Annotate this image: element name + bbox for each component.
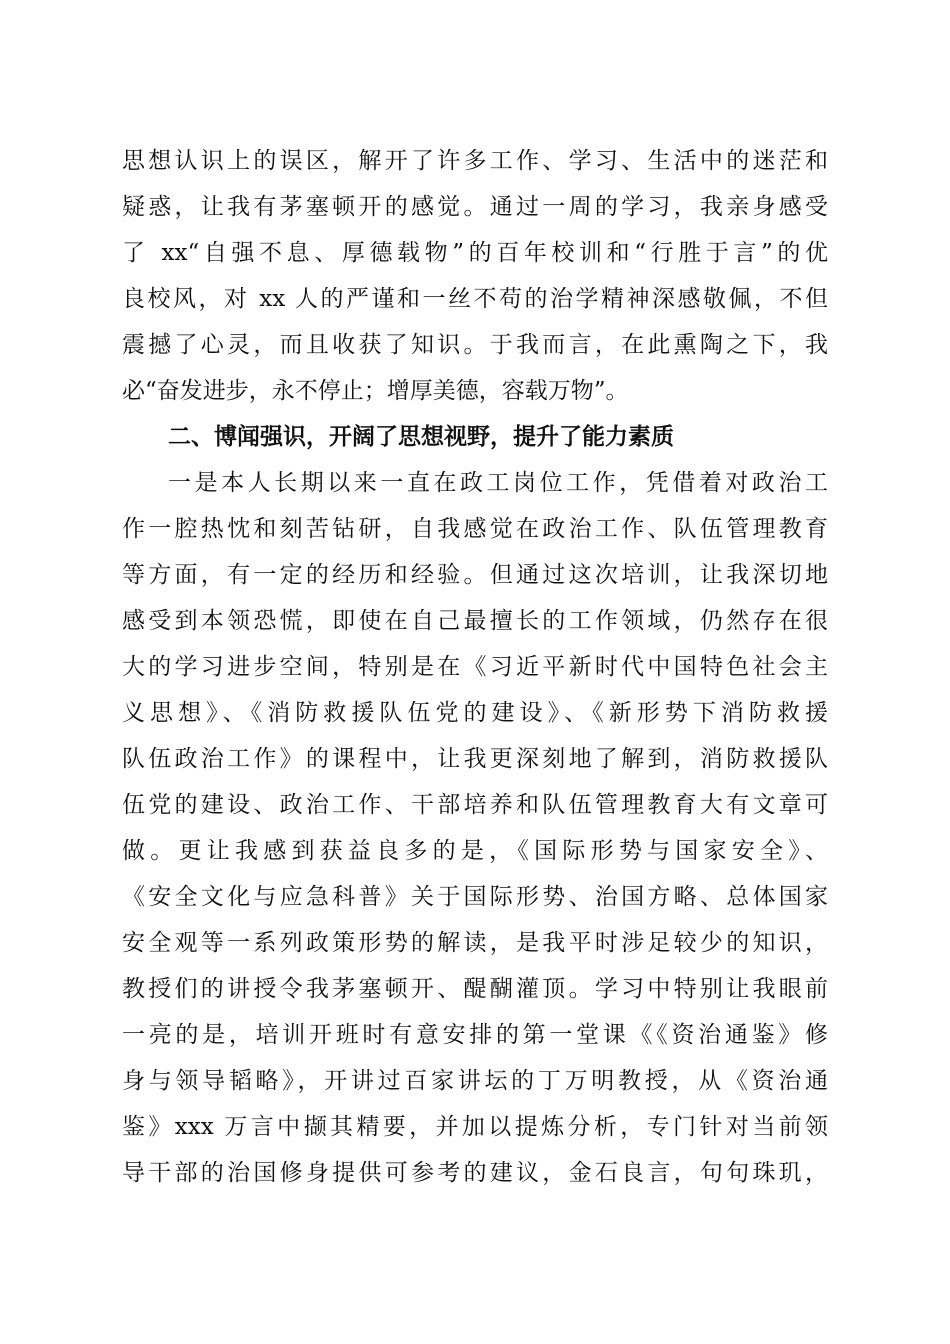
text-line: 了 xx“自强不息、厚德载物”的百年校训和“行胜于言”的优 (122, 240, 828, 266)
text-line: 作一腔热忱和刻苦钻研，自我感觉在政治工作、队伍管理教育 (122, 516, 828, 542)
text-line: 思想认识上的误区，解开了许多工作、学习、生活中的迷茫和 (122, 148, 828, 174)
text-line: 鉴》xxx 万言中撷其精要，并加以提炼分析，专门针对当前领 (122, 1114, 828, 1140)
text-line: 感受到本领恐慌，即使在自己最擅长的工作领域，仍然存在很 (122, 608, 828, 634)
text-line: 队伍政治工作》的课程中，让我更深刻地了解到，消防救援队 (122, 746, 828, 772)
text-line: 大的学习进步空间，特别是在《习近平新时代中国特色社会主 (122, 654, 828, 680)
text-line: 义思想》、《消防救援队伍党的建设》、《新形势下消防救援 (122, 700, 828, 726)
text-line: 教授们的讲授令我茅塞顿开、醍醐灌顶。学习中特别让我眼前 (122, 976, 828, 1002)
text-line: 良校风，对 xx 人的严谨和一丝不苟的治学精神深感敬佩，不但 (122, 286, 828, 312)
text-line: 震撼了心灵，而且收获了知识。于我而言，在此熏陶之下，我 (122, 332, 828, 358)
text-line: 一是本人长期以来一直在政工岗位工作，凭借着对政治工 (168, 470, 828, 496)
text-line: 身与领导韬略》，开讲过百家讲坛的丁万明教授，从《资治通 (122, 1068, 828, 1094)
text-line: 必“奋发进步，永不停止；增厚美德，容载万物”。 (122, 378, 629, 404)
document-body (122, 138, 828, 1196)
text-line: 做。更让我感到获益良多的是，《国际形势与国家安全》、 (122, 838, 828, 864)
text-line: 伍党的建设、政治工作、干部培养和队伍管理教育大有文章可 (122, 792, 828, 818)
section-heading: 二、博闻强识，开阔了思想视野，提升了能力素质 (168, 424, 674, 450)
text-line: 导干部的治国修身提供可参考的建议，金石良言，句句珠玑， (122, 1160, 828, 1186)
text-line: 一亮的是，培训开班时有意安排的第一堂课《《资治通鉴》修 (122, 1022, 828, 1048)
text-line: 安全观等一系列政策形势的解读，是我平时涉足较少的知识， (122, 930, 828, 956)
text-line: 《安全文化与应急科普》关于国际形势、治国方略、总体国家 (122, 884, 828, 910)
text-line: 等方面，有一定的经历和经验。但通过这次培训，让我深切地 (122, 562, 828, 588)
text-line: 疑惑，让我有茅塞顿开的感觉。通过一周的学习，我亲身感受 (122, 194, 828, 220)
